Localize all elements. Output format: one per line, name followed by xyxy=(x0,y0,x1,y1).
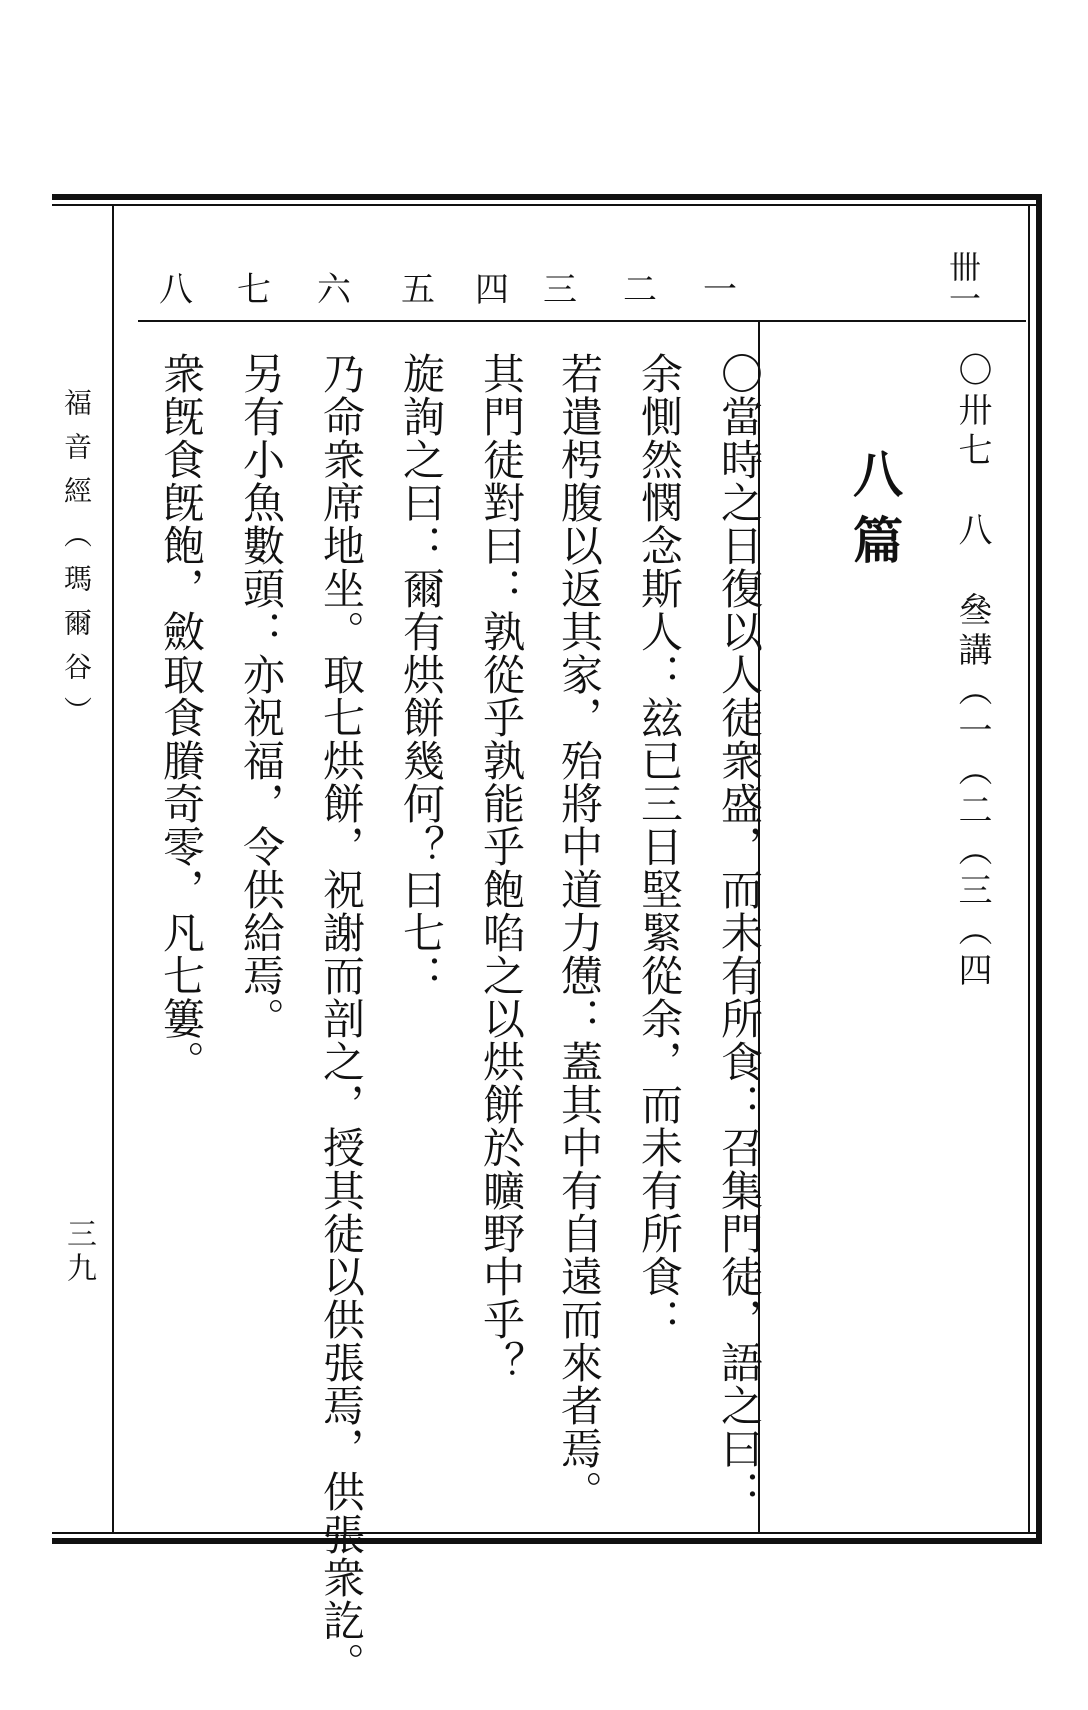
top-border-thick xyxy=(52,194,1042,200)
header-rule xyxy=(138,320,1026,322)
right-border-thick xyxy=(1036,194,1042,1544)
left-margin-rule xyxy=(112,206,114,1532)
corner-label: 卌一 xyxy=(944,250,982,314)
verse-number-1: 一 xyxy=(703,270,737,310)
bottom-border-thick xyxy=(52,1538,1042,1544)
bottom-border-thin xyxy=(52,1532,1042,1534)
verse-number-3: 三 xyxy=(543,270,577,310)
verse-number-8: 八 xyxy=(159,270,193,310)
verse-text-4: 其門徒對曰：孰從乎孰能乎飽啗之以烘餅於曠野中乎？ xyxy=(477,352,526,1384)
verse-number-6: 六 xyxy=(317,270,351,310)
page-number: 三九 xyxy=(61,1218,96,1286)
verse-number-2: 二 xyxy=(623,270,657,310)
verse-number-4: 四 xyxy=(475,270,509,310)
verse-text-6: 乃命衆席地坐。取七烘餅，祝謝而剖之，授其徒以供張焉，供張衆訖。 xyxy=(317,352,366,1685)
chapter-title: 八篇 xyxy=(845,448,904,580)
book-title: 福音經（瑪爾谷） xyxy=(60,388,93,740)
verse-number-5: 五 xyxy=(401,270,435,310)
verse-number-7: 七 xyxy=(237,270,271,310)
chapter-references: 〇卅七 八 叄講（一（二（三（四 xyxy=(952,352,992,992)
verse-text-3: 若遣枵腹以返其家，殆將中道力憊：蓋其中有自遠而來者焉。 xyxy=(555,352,604,1513)
verse-text-5: 旋詢之曰：爾有烘餅幾何？曰七： xyxy=(397,352,446,997)
verse-text-2: 余惻然憫念斯人：玆已三日堅緊從余，而未有所食： xyxy=(635,352,684,1341)
top-border-thin xyxy=(52,204,1042,206)
verse-text-7: 另有小魚數頭：亦祝福，令供給焉。 xyxy=(237,352,286,1040)
verse-text-8: 衆旣食旣飽，斂取食賸奇零，凡七簍。 xyxy=(157,352,206,1083)
verse-text-1: 〇當時之日復以人徒衆盛，而未有所食：召集門徒，語之曰： xyxy=(715,352,764,1513)
right-border-thin xyxy=(1028,204,1030,1534)
